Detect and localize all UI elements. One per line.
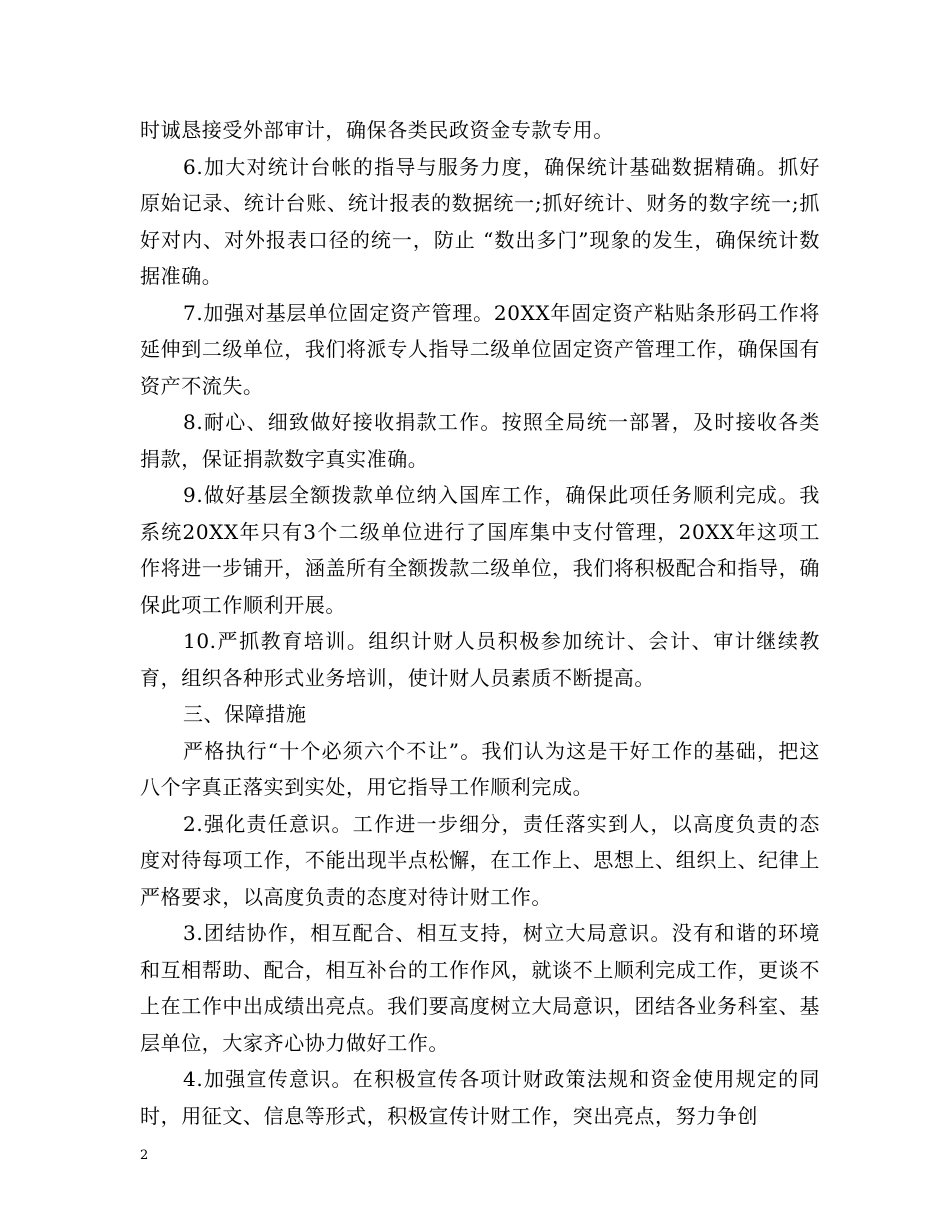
paragraph-item-10: 10.严抓教育培训。组织计财人员积极参加统计、会计、审计继续教育，组织各种形式业务培训，使计财人员素质不断提高。 <box>140 629 820 690</box>
paragraph-measure-4: 4.加强宣传意识。在积极宣传各项计财政策法规和资金使用规定的同时，用征文、信息等形式，积极宣传计财工作，突出亮点，努力争创 <box>140 1067 820 1128</box>
paragraph-item-7: 7.加强对基层单位固定资产管理。20XX年固定资产粘贴条形码工作将延伸到二级单位，我们将派专人指导二级单位固定资产管理工作，确保国有资产不流失。 <box>140 300 820 398</box>
paragraph-measure-1: 严格执行“十个必须六个不让”。我们认为这是干好工作的基础，把这八个字真正落实到实处，用它指导工作顺利完成。 <box>140 738 820 799</box>
paragraph-item-9: 9.做好基层全额拨款单位纳入国库工作，确保此项任务顺利完成。我系统20XX年只有3个二级单位进行了国库集中支付管理，20XX年这项工作将进一步铺开，涵盖所有全额拨款二级单位，我们将积极配合和指导，确保此项工作顺利开展。 <box>140 483 820 617</box>
page-number: 2 <box>140 1148 149 1163</box>
paragraph-continuation: 时诚恳接受外部审计，确保各类民政资金专款专用。 <box>140 118 614 142</box>
paragraph-item-6: 6.加大对统计台帐的指导与服务力度，确保统计基础数据精确。抓好原始记录、统计台账、统计报表的数据统一;抓好统计、财务的数字统一;抓好对内、对外报表口径的统一，防止 “数出多门”现象的发生，确保统计数据准确。 <box>140 154 820 288</box>
paragraph-measure-2: 2.强化责任意识。工作进一步细分，责任落实到人，以高度负责的态度对待每项工作，不能出现半点松懈，在工作上、思想上、组织上、纪律上严格要求，以高度负责的态度对待计财工作。 <box>140 811 820 909</box>
document-body <box>140 112 820 1134</box>
paragraph-measure-3: 3.团结协作，相互配合、相互支持，树立大局意识。没有和谐的环境和互相帮助、配合，相互补台的工作作风，就谈不上顺利完成工作，更谈不上在工作中出成绩出亮点。我们要高度树立大局意识，团结各业务科室、基层单位，大家齐心协力做好工作。 <box>140 921 820 1055</box>
section-heading: 三、保障措施 <box>183 702 307 726</box>
paragraph-item-8: 8.耐心、细致做好接收捐款工作。按照全局统一部署，及时接收各类捐款，保证捐款数字真实准确。 <box>140 410 820 471</box>
